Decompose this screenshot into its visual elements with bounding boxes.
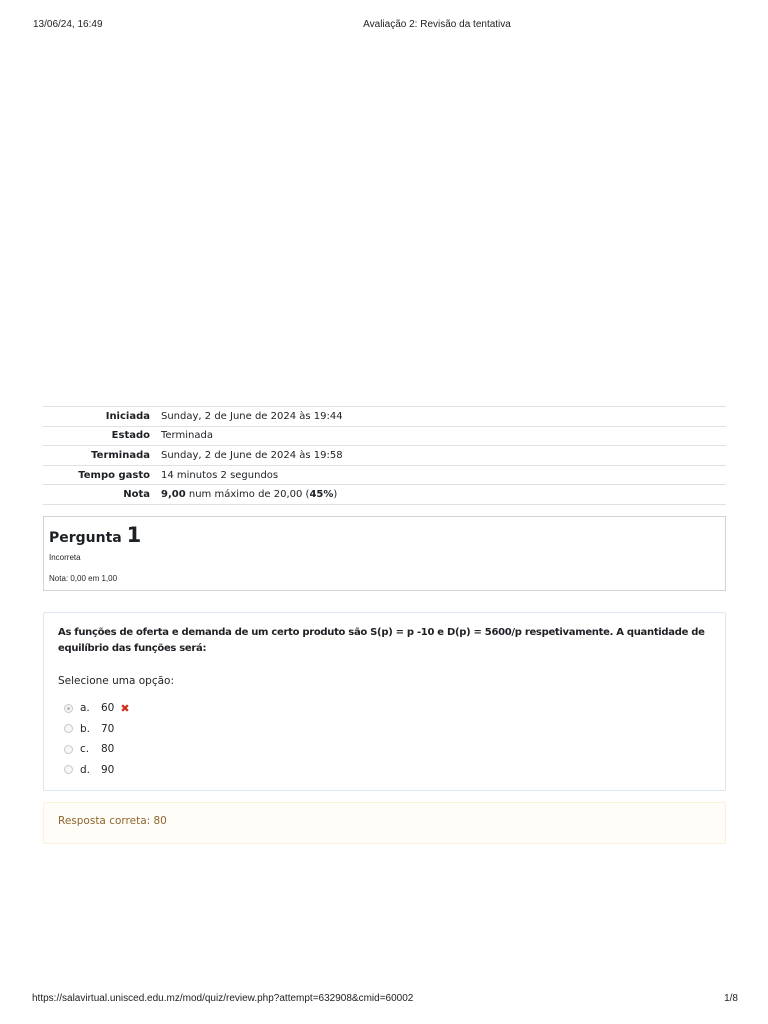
radio-button[interactable] — [64, 724, 73, 733]
summary-row-grade — [43, 485, 726, 505]
correct-answer-feedback: Resposta correta: 80 — [58, 815, 167, 827]
summary-row-finished — [43, 446, 726, 466]
summary-value: 14 minutos 2 segundos — [161, 469, 279, 481]
summary-label: Terminada — [91, 449, 150, 461]
print-title: Avaliação 2: Revisão da tentativa — [363, 19, 511, 30]
summary-row-state — [43, 427, 726, 447]
summary-label: Tempo gasto — [78, 469, 150, 481]
grade-percent: 45% — [309, 489, 334, 501]
print-footer — [0, 993, 768, 1007]
grade-close-paren: ) — [333, 489, 338, 501]
grade-score: 9,00 — [161, 489, 186, 501]
print-page-number: 1/8 — [724, 993, 738, 1004]
answer-option-b[interactable] — [64, 719, 130, 740]
summary-value — [161, 489, 337, 500]
question-title — [49, 523, 141, 547]
summary-row-time-taken — [43, 466, 726, 486]
summary-label: Nota — [123, 489, 150, 501]
answer-option-c[interactable] — [64, 739, 130, 760]
radio-button[interactable] — [64, 704, 73, 713]
answer-letter: b. — [80, 722, 91, 735]
question-state: Incorreta — [49, 553, 81, 562]
radio-button[interactable] — [64, 745, 73, 754]
question-content-box — [43, 612, 726, 791]
summary-label: Iniciada — [105, 410, 150, 422]
answer-option-a[interactable] — [64, 698, 130, 719]
answer-text: 80 — [101, 743, 115, 756]
question-number: 1 — [126, 523, 142, 547]
summary-value: Sunday, 2 de June de 2024 às 19:44 — [161, 410, 343, 422]
answer-list — [64, 698, 130, 780]
answer-letter: a. — [80, 702, 90, 715]
answer-option-d[interactable] — [64, 760, 130, 781]
summary-value: Terminada — [161, 430, 213, 442]
question-grade: Nota: 0,00 em 1,00 — [49, 574, 118, 583]
feedback-box — [43, 802, 726, 844]
question-prompt: Selecione uma opção: — [58, 675, 174, 687]
summary-row-started — [43, 407, 726, 427]
summary-label: Estado — [111, 430, 150, 442]
print-url: https://salavirtual.unisced.edu.mz/mod/quiz/review.php?attempt=632908&cmid=60002 — [32, 993, 414, 1004]
answer-text: 60 — [101, 702, 115, 715]
question-label: Pergunta — [49, 530, 122, 546]
attempt-summary-table — [43, 406, 726, 505]
incorrect-cross-icon: ✖ — [120, 701, 130, 715]
print-header — [0, 19, 768, 33]
radio-button[interactable] — [64, 765, 73, 774]
answer-text: 90 — [101, 763, 115, 776]
print-datetime: 13/06/24, 16:49 — [33, 19, 103, 30]
answer-letter: c. — [80, 743, 90, 756]
grade-max-text: num máximo de 20,00 ( — [185, 489, 310, 501]
answer-text: 70 — [101, 722, 115, 735]
answer-letter: d. — [80, 763, 91, 776]
question-info-box — [43, 516, 726, 591]
summary-value: Sunday, 2 de June de 2024 às 19:58 — [161, 449, 343, 461]
question-text: As funções de oferta e demanda de um certo produto são S(p) = p -10 e D(p) = 5600/p respetivamente. A quantidade de equilíbrio das funções será: — [58, 627, 705, 654]
